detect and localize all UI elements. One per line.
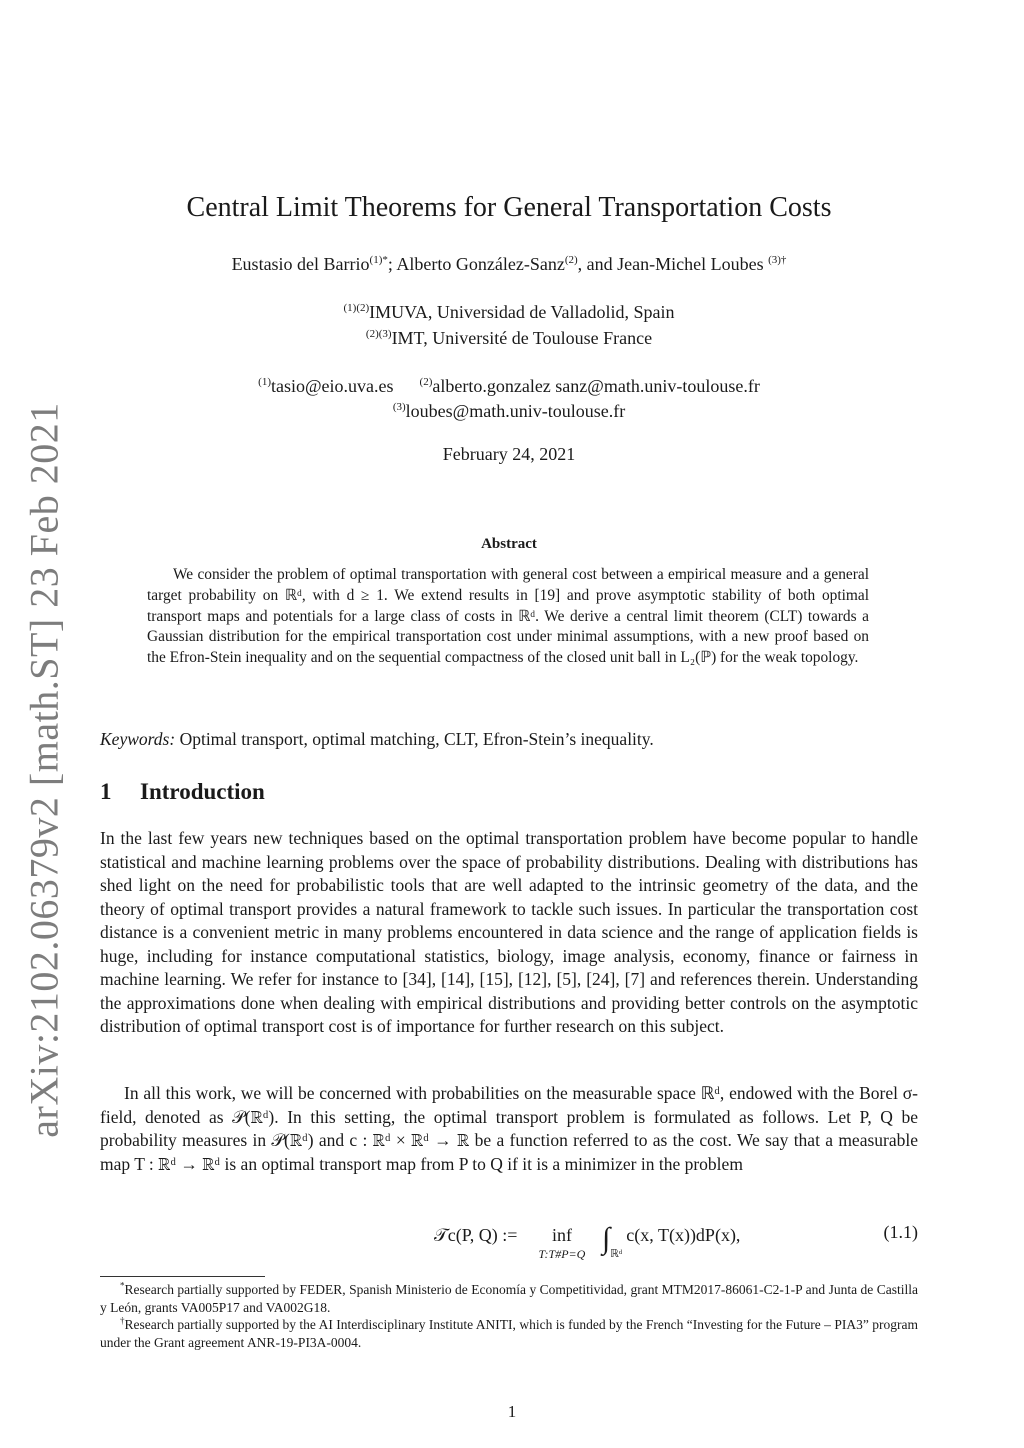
paper-title: Central Limit Theorems for General Transportation Costs <box>186 192 832 223</box>
author-mark: (2) <box>564 254 578 266</box>
section-number: 1 <box>100 779 112 804</box>
page-number: 1 <box>507 1402 517 1421</box>
affiliation <box>100 302 918 323</box>
arxiv-sidebar <box>21 402 67 1138</box>
affiliation-mark: (1)(2) <box>343 302 370 314</box>
equation-inf <box>522 1225 602 1261</box>
publication-date: February 24, 2021 <box>442 444 576 464</box>
author-line <box>100 254 918 275</box>
equation-rhs: c(x, T(x))dP(x), <box>626 1225 741 1245</box>
equation <box>100 1216 918 1266</box>
equation-body <box>434 1222 740 1260</box>
equation-number: (1.1) <box>883 1222 918 1242</box>
email-line <box>100 376 918 397</box>
author-mark: (3)† <box>768 254 787 266</box>
section-heading <box>100 779 265 805</box>
abstract-text: We consider the problem of optimal transportation with general cost between a empirical measure and a general target probability on ℝᵈ, with d ≥ 1. We extend results in [19] and prove asymptotic stability of both optimal transport maps and potentials for a large class of costs in ℝᵈ. We derive a central limit theorem (CLT) towards a Gaussian distribution for the empirical transportation cost under minimal assumptions, with a new proof based on the Efron-Stein inequality and on the sequential compactness of the closed unit ball in L₂(ℙ) for the weak topology. <box>147 566 869 667</box>
integral-domain: ℝᵈ <box>610 1248 623 1260</box>
email-address: alberto.gonzalez sanz@math.univ-toulouse.fr <box>432 376 760 396</box>
abstract-heading: Abstract <box>481 536 537 552</box>
email-line <box>100 401 918 422</box>
footnote <box>100 1281 918 1316</box>
footnote-mark: † <box>120 1315 125 1326</box>
inf-operator: inf <box>551 1225 572 1245</box>
footnote-text: Research partially supported by the AI Interdisciplinary Institute ANITI, which is funded by the French “Investing for the Future – PIA3” program under the Grant agreement ANR-19-PI3A-0004. <box>100 1317 918 1350</box>
footnote <box>100 1316 918 1351</box>
email-mark: (3) <box>392 401 406 413</box>
equation-lhs: 𝒯c(P, Q) := <box>434 1225 518 1245</box>
inf-subscript: T:T#P=Q <box>538 1247 586 1261</box>
section-title: Introduction <box>140 779 265 804</box>
author-name: Eustasio del Barrio <box>231 254 370 274</box>
email-mark: (1) <box>258 376 271 388</box>
author-separator: , and <box>577 254 618 274</box>
integral-sign: ∫ <box>601 1222 611 1255</box>
footnote-mark: * <box>382 254 388 266</box>
arxiv-identifier: arXiv:2102.06379v2 [math.ST] 23 Feb 2021 <box>21 402 67 1138</box>
author-separator: ; <box>387 254 397 274</box>
email-address: loubes@math.univ-toulouse.fr <box>405 401 626 421</box>
affiliation-text: IMUVA, Universidad de Valladolid, Spain <box>369 302 675 322</box>
footnote-text: Research partially supported by FEDER, Spanish Ministerio de Economía y Competitividad, grant MTM2017-86061-C2-1-P and Junta de Castilla y León, grants VA005P17 and VA002G18. <box>100 1282 918 1315</box>
footnotes <box>100 1281 918 1351</box>
keywords-text: Optimal transport, optimal matching, CLT, Efron-Stein’s inequality. <box>175 729 654 749</box>
body-paragraph: In the last few years new techniques based on the optimal transportation problem have become popular to handle statistical and machine learning problems over the space of probability distributions. Dealing with distributions has shed light on the need for probabilistic tools that are well adapted to the intrinsic geometry of the data, and the theory of optimal transport provides a natural framework to tackle such issues. In particular the transportation cost distance is a convenient metric in many problems encountered in data science and the range of application fields is huge, including for instance computational statistics, biology, image analysis, economy, finance or fairness in machine learning. We refer for instance to [34], [14], [15], [12], [5], [24], [7] and references therein. Understanding the approximations done when dealing with empirical distributions and providing better controls on the asymptotic distribution of optimal transport cost is of importance for further research on this subject. <box>100 828 918 1036</box>
keywords-label: Keywords: <box>100 729 176 749</box>
email-mark: (2) <box>419 376 433 388</box>
author-name: Alberto González-Sanz <box>396 254 565 274</box>
author-mark: (1) <box>369 254 383 266</box>
affiliation <box>100 328 918 349</box>
affiliation-mark: (2)(3) <box>365 328 392 340</box>
email-address: tasio@eio.uva.es <box>270 376 394 396</box>
author-name: Jean-Michel Loubes <box>617 254 764 274</box>
footnote-mark: * <box>120 1280 125 1291</box>
keywords <box>100 729 918 750</box>
body-paragraph: In all this work, we will be concerned with probabilities on the measurable space ℝᵈ, endowed with the Borel σ-field, denoted as 𝒫(ℝᵈ). In this setting, the optimal transport problem is formulated as follows. Let P, Q be probability measures in 𝒫(ℝᵈ) and c : ℝᵈ × ℝᵈ → ℝ be a function referred to as the cost. We say that a measurable map T : ℝᵈ → ℝᵈ is an optimal transport map from P to Q if it is a minimizer in the problem <box>100 1083 918 1174</box>
affiliation-text: IMT, Université de Toulouse France <box>391 328 653 348</box>
footnote-rule <box>100 1276 265 1277</box>
